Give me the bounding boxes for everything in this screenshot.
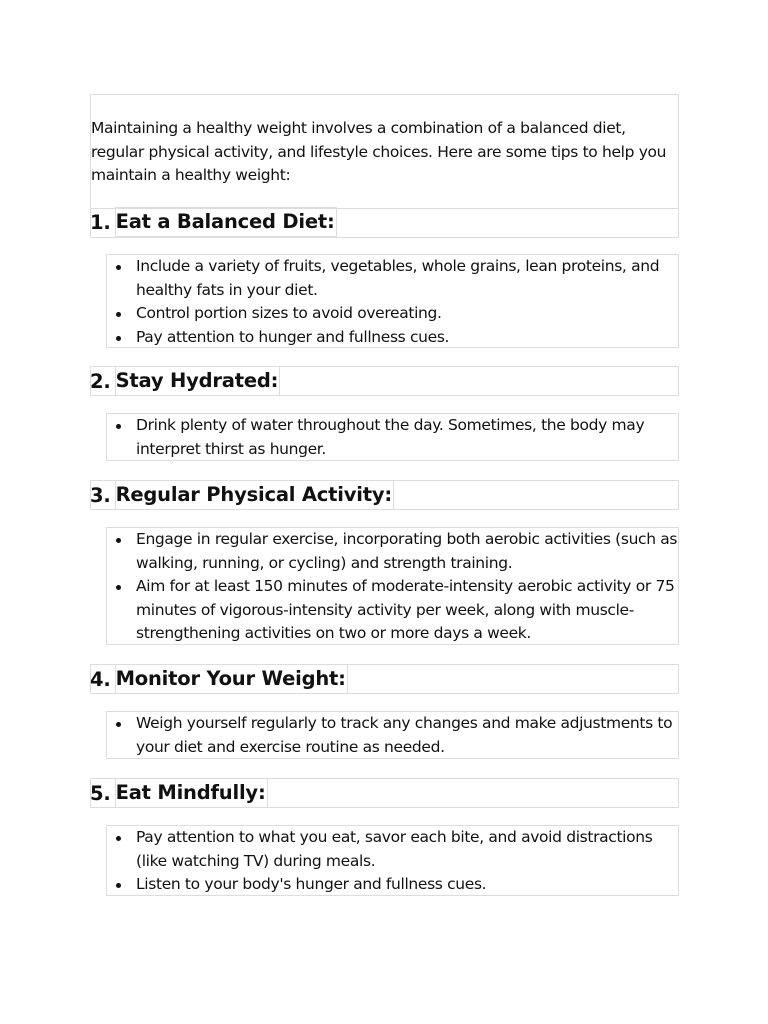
section-3-title: Regular Physical Activity: (115, 480, 394, 510)
document-page (90, 94, 679, 893)
section-3-list (107, 528, 678, 646)
list-item: Listen to your body's hunger and fullness cues. (136, 873, 678, 897)
section-2-list (107, 414, 678, 461)
list-item: Drink plenty of water throughout the day. Sometimes, the body may interpret thirst as hunger. (136, 414, 678, 461)
section-3-heading (90, 480, 394, 510)
section-4-title: Monitor Your Weight: (115, 664, 348, 694)
section-2-number: 2. (90, 369, 111, 393)
list-item: Pay attention to what you eat, savor each bite, and avoid distractions (like watching TV) during meals. (136, 826, 678, 873)
list-item: Aim for at least 150 minutes of moderate-intensity aerobic activity or 75 minutes of vigorous-intensity activity per week, along with muscle-strengthening activities on two or more days a week. (136, 575, 678, 646)
section-4-heading (90, 664, 348, 694)
section-1-title: Eat a Balanced Diet: (115, 207, 337, 237)
list-item: Pay attention to hunger and fullness cues. (136, 326, 678, 350)
section-5-list-box (106, 825, 679, 896)
list-item: Include a variety of fruits, vegetables, whole grains, lean proteins, and healthy fats in your diet. (136, 255, 678, 302)
section-5-heading (90, 778, 268, 808)
section-4-list-box (106, 711, 679, 759)
section-4-number: 4. (90, 667, 111, 691)
section-1-heading (90, 207, 337, 237)
section-3-list-box (106, 527, 679, 645)
section-5-number: 5. (90, 781, 111, 805)
list-item: Engage in regular exercise, incorporating both aerobic activities (such as walking, running, or cycling) and strength training. (136, 528, 678, 575)
section-4-list (107, 712, 678, 759)
section-1-list (107, 255, 678, 349)
section-5-list (107, 826, 678, 897)
section-2-title: Stay Hydrated: (115, 366, 281, 396)
section-2-list-box (106, 413, 679, 461)
list-item: Control portion sizes to avoid overeating. (136, 302, 678, 326)
section-1-number: 1. (90, 210, 111, 234)
section-1-list-box (106, 254, 679, 348)
section-5-title: Eat Mindfully: (115, 778, 268, 808)
list-item: Weigh yourself regularly to track any changes and make adjustments to your diet and exercise routine as needed. (136, 712, 678, 759)
section-2-heading (90, 366, 280, 396)
intro-paragraph: Maintaining a healthy weight involves a combination of a balanced diet, regular physical activity, and lifestyle choices. Here are some tips to help you maintain a healthy weight: (91, 119, 667, 184)
section-3-number: 3. (90, 483, 111, 507)
